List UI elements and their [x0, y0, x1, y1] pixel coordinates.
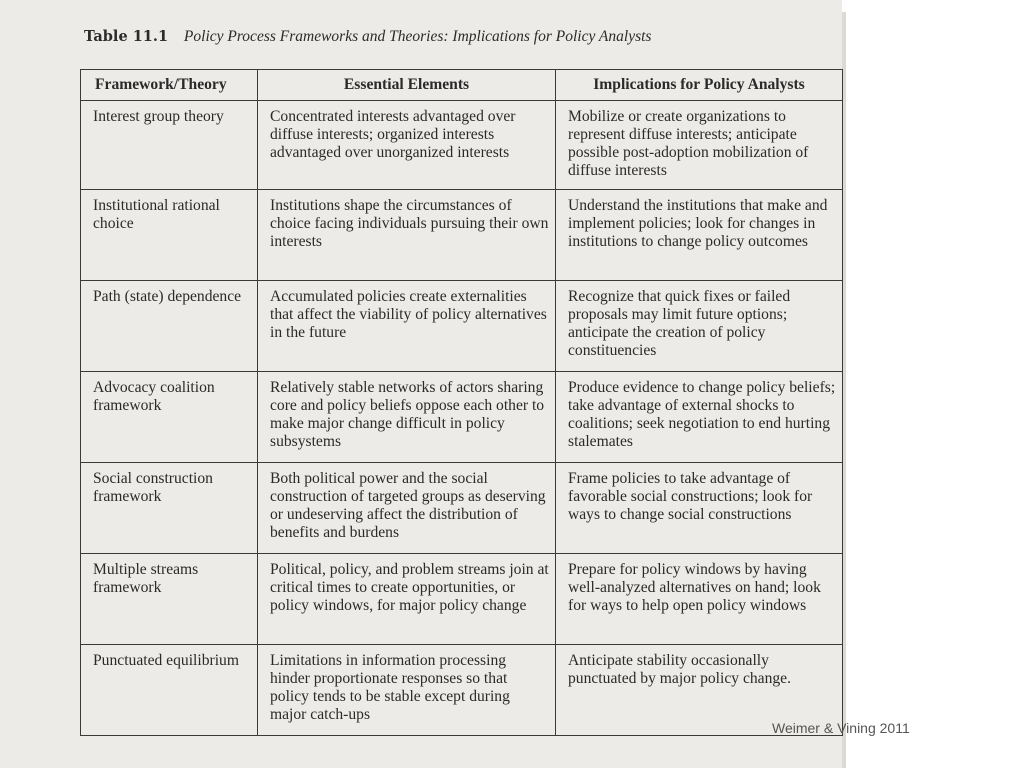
header-elements: Essential Elements: [258, 70, 556, 101]
source-credit: Weimer & Vining 2011: [772, 720, 910, 736]
framework-cell: Social construction framework: [81, 463, 258, 554]
elements-cell: Accumulated policies create externalities that affect the viability of policy alternatives in the future: [258, 281, 556, 372]
framework-cell: Multiple streams framework: [81, 554, 258, 645]
table-row: [81, 281, 843, 372]
table-row: [81, 554, 843, 645]
elements-cell: Relatively stable networks of actors sharing core and policy beliefs oppose each other to make major change difficult in policy subsystems: [258, 372, 556, 463]
implications-cell: Mobilize or create organizations to represent diffuse interests; anticipate possible post-adoption mobilization of diffuse interests: [556, 101, 843, 190]
table-row: [81, 463, 843, 554]
table-caption: [84, 28, 651, 46]
header-implications: Implications for Policy Analysts: [556, 70, 843, 101]
table-header-row: [81, 70, 843, 101]
table-row: [81, 645, 843, 736]
elements-cell: Institutions shape the circumstances of choice facing individuals pursuing their own interests: [258, 190, 556, 281]
framework-cell: Path (state) dependence: [81, 281, 258, 372]
table-title: Policy Process Frameworks and Theories: Implications for Policy Analysts: [183, 28, 652, 45]
framework-cell: Institutional rational choice: [81, 190, 258, 281]
header-framework: Framework/Theory: [81, 70, 258, 101]
implications-cell: Recognize that quick fixes or failed proposals may limit future options; anticipate the creation of policy constituencies: [556, 281, 843, 372]
framework-cell: Interest group theory: [81, 101, 258, 190]
table-number: Table 11.1: [84, 28, 169, 45]
elements-cell: Concentrated interests advantaged over diffuse interests; organized interests advantaged over unorganized interests: [258, 101, 556, 190]
elements-cell: Limitations in information processing hinder proportionate responses so that policy tends to be stable except during major catch-ups: [258, 645, 556, 736]
table-row: [81, 190, 843, 281]
table-row: [81, 372, 843, 463]
implications-cell: Understand the institutions that make and implement policies; look for changes in institutions to change policy outcomes: [556, 190, 843, 281]
elements-cell: Political, policy, and problem streams join at critical times to create opportunities, or policy windows, for major policy change: [258, 554, 556, 645]
implications-cell: Frame policies to take advantage of favorable social constructions; look for ways to change social constructions: [556, 463, 843, 554]
implications-cell: Prepare for policy windows by having well-analyzed alternatives on hand; look for ways to help open policy windows: [556, 554, 843, 645]
framework-cell: Advocacy coalition framework: [81, 372, 258, 463]
table-row: [81, 101, 843, 190]
policy-frameworks-table: [80, 69, 843, 736]
implications-cell: Produce evidence to change policy beliefs; take advantage of external shocks to coalitions; seek negotiation to end hurting stalemates: [556, 372, 843, 463]
framework-cell: Punctuated equilibrium: [81, 645, 258, 736]
implications-cell: Anticipate stability occasionally punctuated by major policy change.: [556, 645, 843, 736]
elements-cell: Both political power and the social construction of targeted groups as deserving or undeserving affect the distribution of benefits and burdens: [258, 463, 556, 554]
